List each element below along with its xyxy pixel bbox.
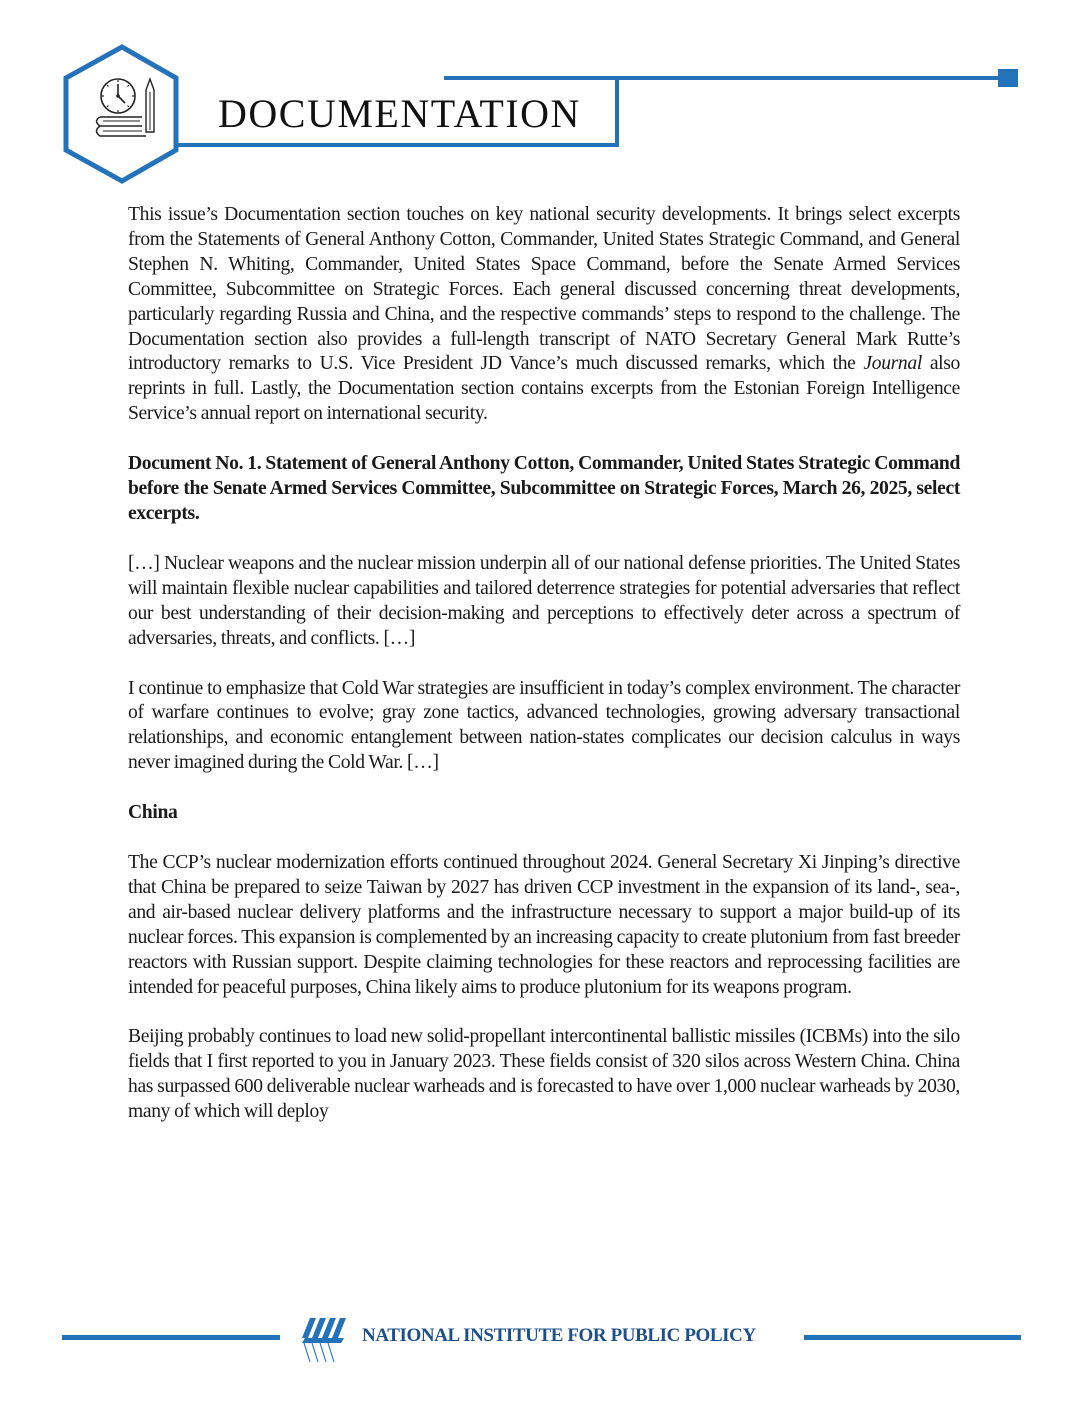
footer-rule-right xyxy=(804,1335,1021,1340)
nipp-logo-icon xyxy=(300,1310,360,1372)
organization-name: NATIONAL INSTITUTE FOR PUBLIC POLICY xyxy=(362,1325,756,1346)
body-paragraph: I continue to emphasize that Cold War strategies are insufficient in today’s complex environment. The character of warfare continues to evolve; gray zone tactics, advanced technologies, growing adversary transactional relationships, and economic entanglement between nation-states complicates our decision calculus in ways never imagined during the Cold War. […] xyxy=(128,677,960,774)
document-heading: Document No. 1. Statement of General Anthony Cotton, Commander, United States Strategic Command before the Senate Armed Services Committee, Subcommittee on Strategic Forces, March 26, 2025, select excerpts. xyxy=(128,453,960,524)
intro-text-start: This issue’s Documentation section touches on key national security developments. It brings select excerpts from the Statements of General Anthony Cotton, Commander, United States Strategic Command, and General Stephen N. Whiting, Commander, United States Space Command, before the Senate Armed Services Committee, Subcommittee on Strategic Forces. Each general discussed concerning threat developments, particularly regarding Russia and China, and the respective commands’ steps to respond to the challenge. The Documentation section also provides a full-length transcript of NATO Secretary General Mark Rutte’s introductory remarks to U.S. Vice President JD Vance’s much discussed remarks, which the xyxy=(128,204,960,375)
section-title: DOCUMENTATION xyxy=(218,91,581,136)
footer-rule-left xyxy=(62,1335,280,1340)
intro-text-end: also reprints in full. Lastly, the Documentation section contains excerpts from the Estonian Foreign Intelligence Service’s annual report on international security. xyxy=(128,353,960,425)
body-paragraph: Beijing probably continues to load new solid-propellant intercontinental ballistic missiles (ICBMs) into the silo fields that I first reported to you in January 2023. These fields consist of 320 silos across Western China. China has surpassed 600 deliverable nuclear warheads and is forecasted to have over 1,000 nuclear warheads by 2030, many of which will deploy xyxy=(128,1026,960,1123)
body-paragraph: The CCP’s nuclear modernization efforts continued throughout 2024. General Secretary Xi Jinping’s directive that China be prepared to seize Taiwan by 2027 has driven CCP investment in the expansion of its land-, sea-, and air-based nuclear delivery platforms and the infrastructure necessary to support a major build-up of its nuclear forces. This expansion is complemented by an increasing capacity to create plutonium from fast breeder reactors with Russian support. Despite claiming technologies for these reactors and reprocessing facilities are intended for peaceful purposes, China likely aims to produce plutonium for its weapons program. xyxy=(128,852,960,998)
body-paragraph: […] Nuclear weapons and the nuclear mission underpin all of our national defense priorities. The United States will maintain flexible nuclear capabilities and tailored deterrence strategies for potential adversaries that reflect our best understanding of their decision-making and perceptions to effectively deter across a spectrum of adversaries, threats, and conflicts. […] xyxy=(128,552,960,649)
clock-books-pencil-icon xyxy=(66,47,176,181)
page-footer xyxy=(0,1300,1088,1380)
page-header xyxy=(0,0,1088,200)
header-rule-end-square xyxy=(998,69,1018,87)
section-heading-china: China xyxy=(128,802,178,824)
intro-paragraph xyxy=(128,203,960,427)
journal-title: Journal xyxy=(863,353,922,375)
document-body xyxy=(128,203,960,1125)
